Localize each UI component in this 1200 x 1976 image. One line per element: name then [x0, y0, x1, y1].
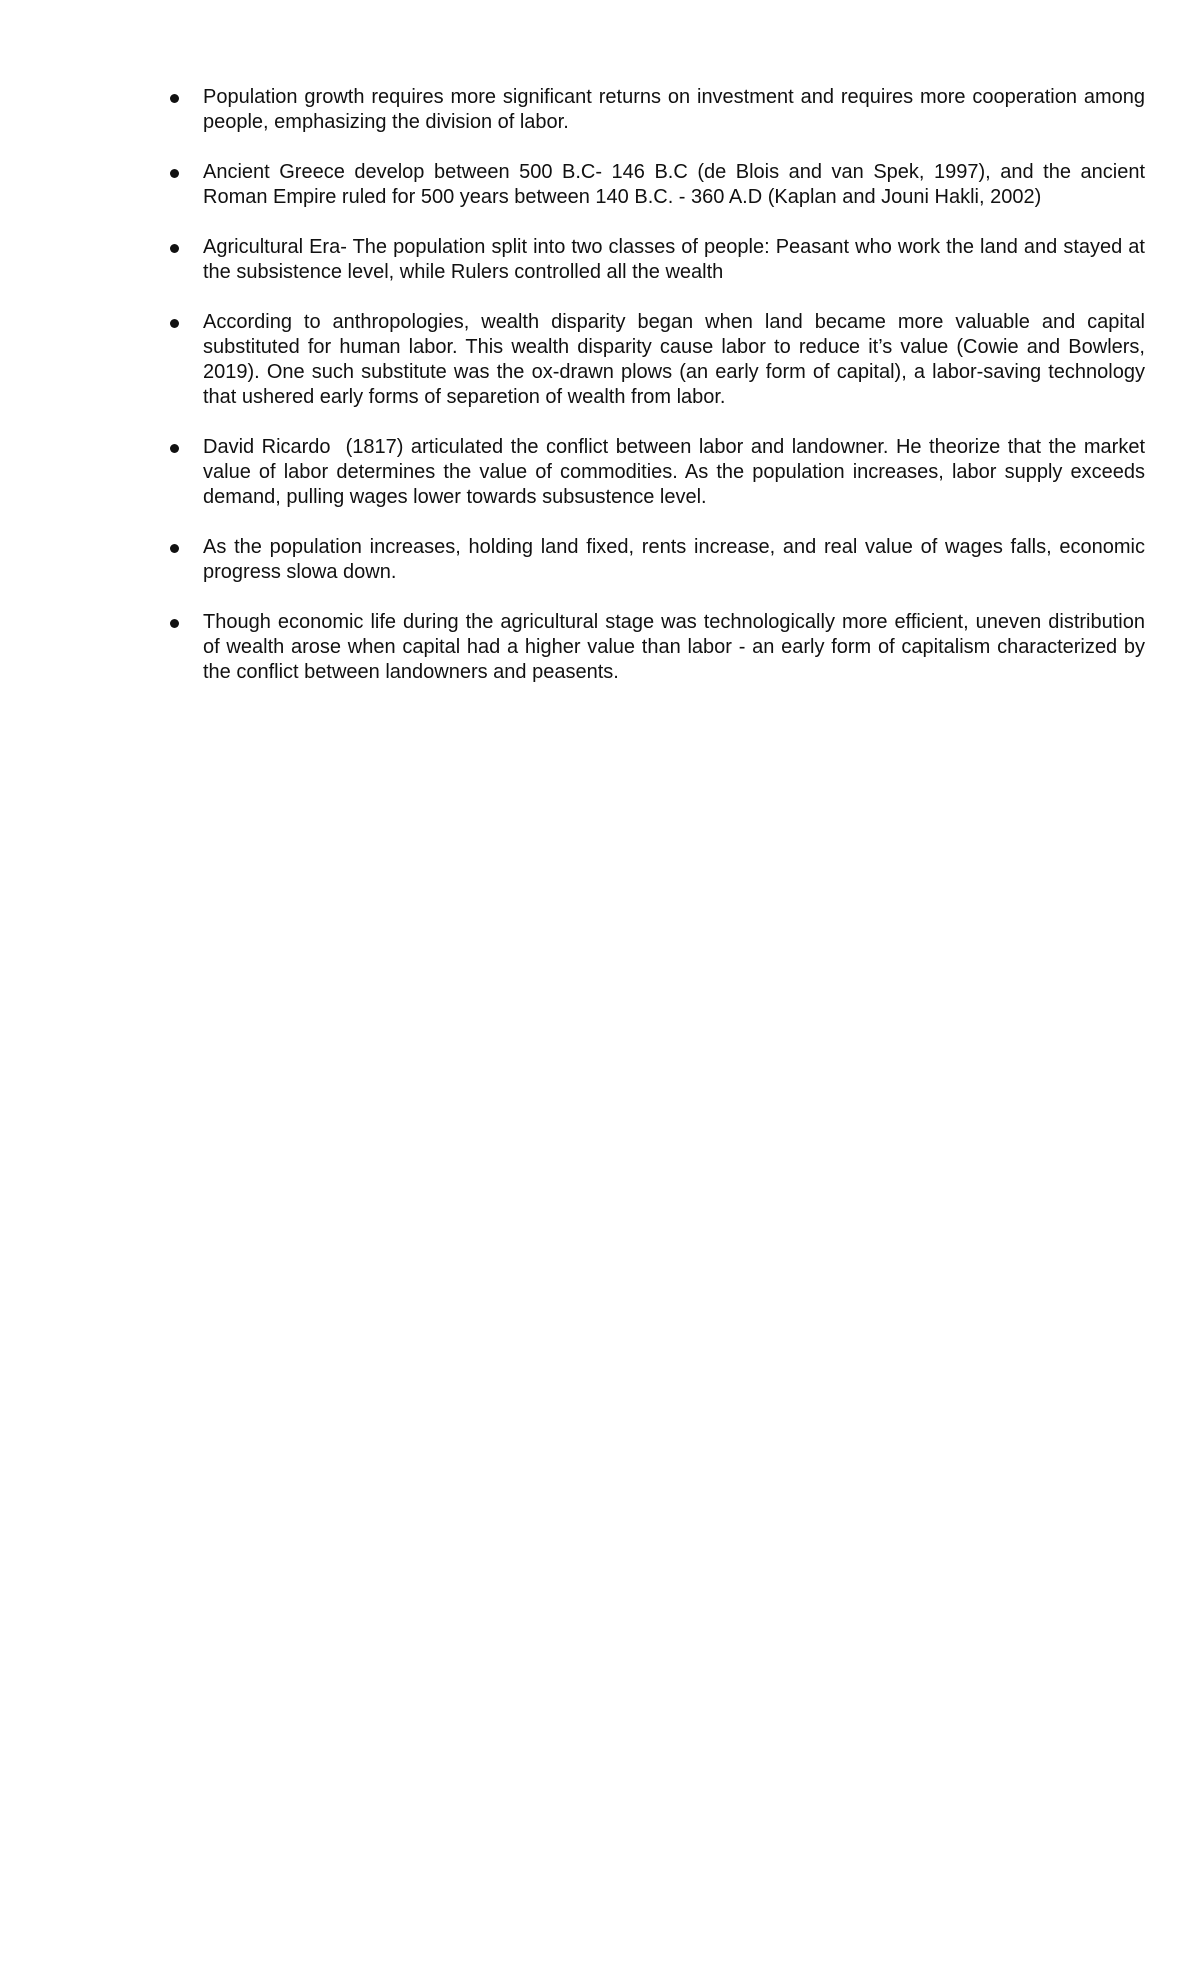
- bullet-icon: [170, 444, 179, 453]
- list-item-text: Agricultural Era- The population split into two classes of people: Peasant who work the land and stayed at the subsistence level, while Rulers controlled all the wealth: [203, 236, 1145, 283]
- bullet-icon: [170, 544, 179, 553]
- list-item: [165, 85, 1145, 135]
- list-item-text: David Ricardo (1817) articulated the conflict between labor and landowner. He theorize that the market value of labor determines the value of commodities. As the population increases, labor supply exceeds demand, pulling wages lower towards subsustence level.: [203, 436, 1151, 508]
- list-item-text: Ancient Greece develop between 500 B.C- 146 B.C (de Blois and van Spek, 1997), and the ancient Roman Empire ruled for 500 years between 140 B.C. - 360 A.D (Kaplan and Jouni Hakli, 2002): [203, 161, 1145, 208]
- list-item: [165, 235, 1145, 285]
- list-item: [165, 535, 1145, 585]
- list-item-text: According to anthropologies, wealth disparity began when land became more valuable and capital substituted for human labor. This wealth disparity cause labor to reduce it’s value (Cowie and Bowlers, 2019). One such substitute was the ox-drawn plows (an early form of capital), a labor-saving technology that ushered early forms of separetion of wealth from labor.: [203, 311, 1145, 408]
- list-item-text: Though economic life during the agricultural stage was technologically more efficient, uneven distribution of wealth arose when capital had a higher value than labor - an early form of capitalism characterized by the conflict between landowners and peasents.: [203, 611, 1145, 683]
- list-item: [165, 160, 1145, 210]
- list-item: [165, 435, 1151, 510]
- bullet-icon: [170, 94, 179, 103]
- bullet-icon: [170, 244, 179, 253]
- bullet-icon: [170, 319, 179, 328]
- bullet-icon: [170, 169, 179, 178]
- list-item: [165, 310, 1145, 410]
- list-item-text: Population growth requires more significant returns on investment and requires more cooperation among people, emphasizing the division of labor.: [203, 86, 1145, 133]
- bullet-list: [165, 85, 1151, 710]
- bullet-icon: [170, 619, 179, 628]
- list-item: [165, 610, 1145, 685]
- list-item-text: As the population increases, holding land fixed, rents increase, and real value of wages falls, economic progress slowa down.: [203, 536, 1145, 583]
